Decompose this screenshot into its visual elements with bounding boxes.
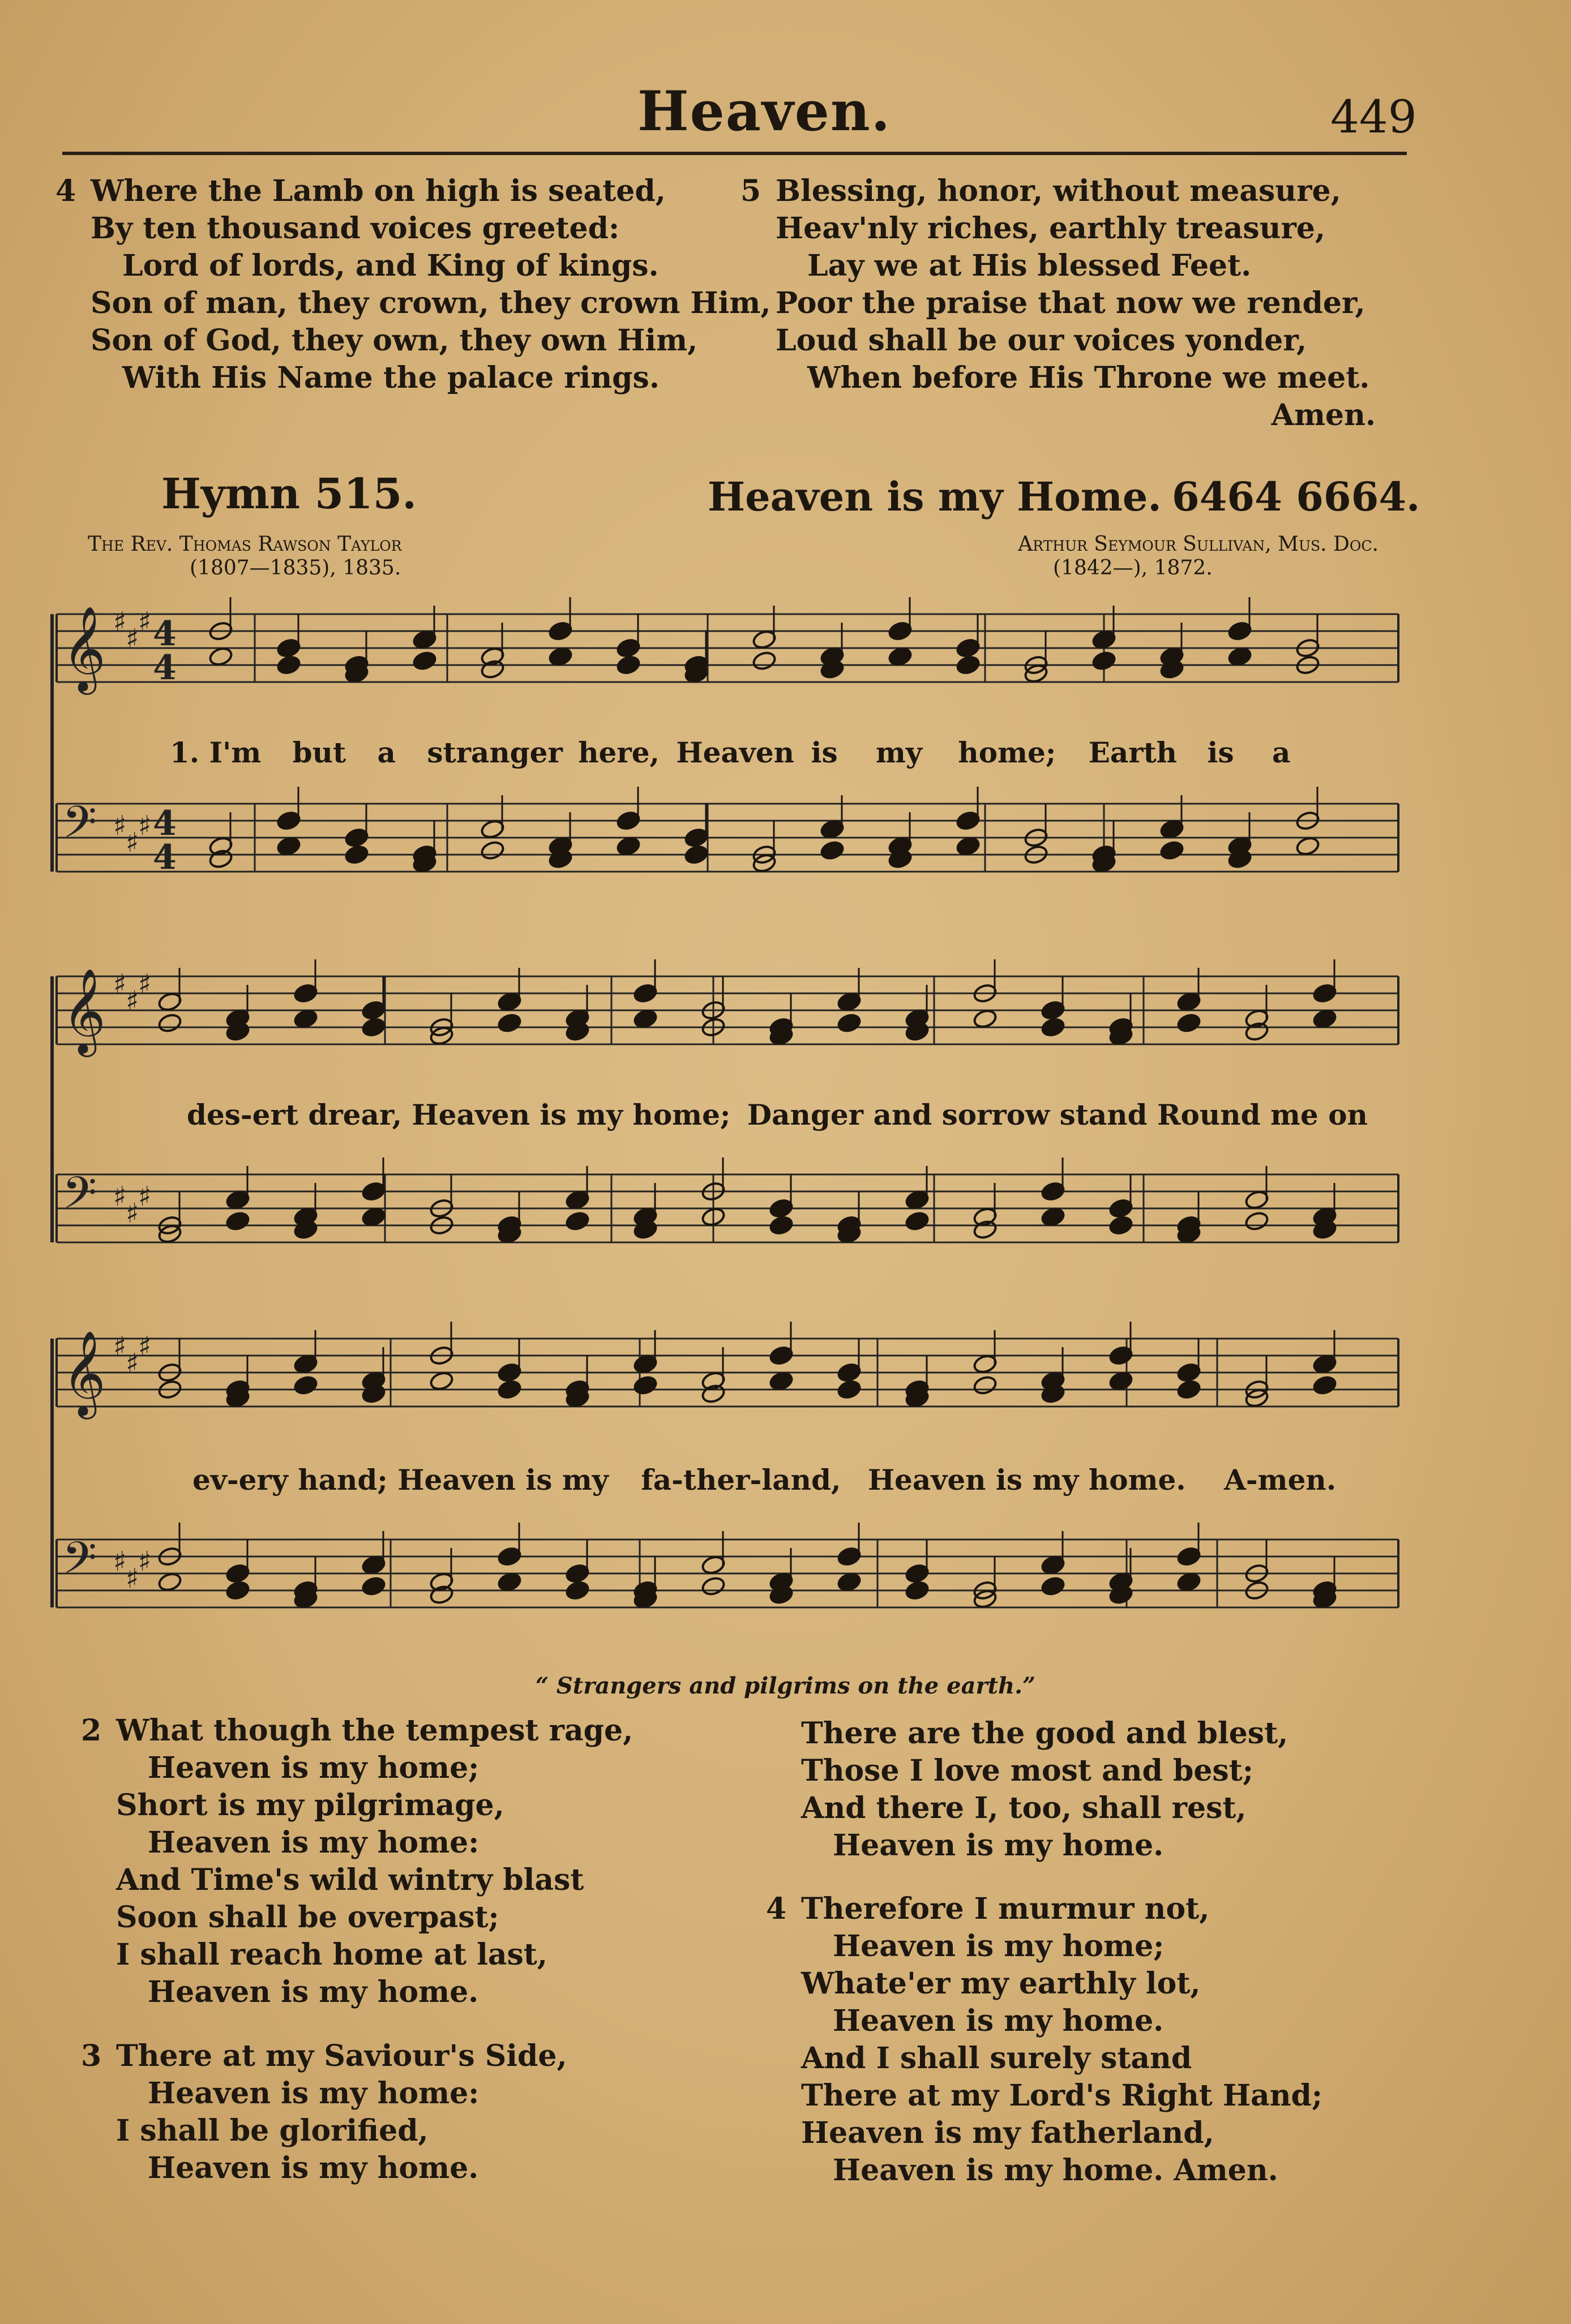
sharp-icon: ♯ — [126, 1348, 139, 1379]
lyric-syllable: is — [540, 1098, 567, 1131]
stanza-line: Therefore I murmur not, — [801, 1892, 1210, 1926]
lyric-syllable: ev-ery — [192, 1463, 288, 1497]
hymn-number: Hymn 515. — [161, 470, 417, 518]
notehead — [956, 835, 981, 856]
stanza-line: Heaven is my home. — [148, 2151, 479, 2185]
notehead — [1244, 1211, 1270, 1232]
lyric-syllable: fa-ther-land, — [641, 1463, 841, 1497]
lyric-syllable: drear, — [308, 1098, 402, 1131]
notehead — [769, 1370, 794, 1391]
lyric-line-2 — [187, 1098, 1368, 1131]
stanza-line: When before His Throne we meet. — [807, 361, 1370, 395]
stanza-line: I shall reach home at last, — [116, 1937, 547, 1972]
notehead — [820, 840, 845, 861]
sharp-icon: ♯ — [138, 968, 152, 1000]
notehead — [973, 1375, 998, 1396]
notehead — [1176, 1571, 1202, 1592]
lyric-syllable: home; — [958, 736, 1056, 769]
notehead — [905, 1580, 930, 1601]
lyric-syllable: on — [1328, 1098, 1368, 1131]
notehead — [548, 646, 573, 667]
notehead — [837, 1571, 862, 1592]
time-signature-top: 4 — [153, 804, 177, 843]
composer-credit: Arthur Seymour Sullivan, Mus. Doc. — [1018, 533, 1379, 556]
stanza-4 — [766, 1890, 1323, 2189]
stanza-number: 4 — [55, 174, 76, 208]
notehead — [905, 1211, 930, 1232]
notehead — [616, 835, 641, 856]
stanza-line: There are the good and blest, — [801, 1716, 1289, 1751]
notehead — [276, 654, 302, 675]
stanza-line: Heaven is my home: — [148, 1825, 480, 1860]
notehead — [633, 1008, 658, 1029]
lyric-syllable: home. — [1088, 1463, 1186, 1497]
notehead — [1159, 840, 1185, 861]
notehead — [1312, 1008, 1338, 1029]
stanza-3-continued — [801, 1715, 1288, 1864]
stanza-line: Heaven is my home. — [833, 1828, 1164, 1863]
notehead — [361, 1576, 387, 1597]
notehead — [225, 1211, 251, 1232]
notehead — [344, 844, 370, 865]
sharp-icon: ♯ — [138, 1181, 152, 1212]
stanza-line: Heaven is my home; — [148, 1751, 480, 1785]
lyric-syllable: my — [562, 1463, 609, 1497]
sharp-icon: ♯ — [113, 968, 127, 1000]
stanza-line: Loud shall be our voices yonder, — [776, 323, 1307, 358]
notehead — [1091, 650, 1117, 671]
stanza-line: What though the tempest rage, — [116, 1713, 633, 1748]
notehead — [769, 1215, 794, 1236]
notehead — [616, 654, 641, 675]
stanza-3 — [81, 2038, 567, 2187]
lyric-syllable: is — [995, 1463, 1023, 1497]
sharp-icon: ♯ — [113, 810, 127, 842]
stanza-number: 4 — [766, 1892, 787, 1926]
notehead — [565, 1211, 590, 1232]
lyric-syllable: here, — [578, 736, 660, 769]
stanza-line: And there I, too, shall rest, — [801, 1791, 1247, 1825]
sharp-icon: ♯ — [138, 810, 152, 842]
lyric-syllable: is — [1207, 736, 1234, 769]
lyric-syllable: Heaven — [676, 736, 795, 769]
lyric-syllable: A-men. — [1224, 1463, 1337, 1497]
stanza-line: Whate'er my earthly lot, — [801, 1966, 1201, 2001]
hymn-tune-title: Heaven is my Home. — [708, 473, 1162, 520]
notehead — [497, 1571, 523, 1592]
lyric-syllable: Heaven — [412, 1098, 530, 1131]
stanza-line: There at my Lord's Right Hand; — [801, 2078, 1323, 2113]
stanza-line: Heaven is my home. Amen. — [833, 2153, 1278, 2188]
stanza-line: Blessing, honor, without measure, — [776, 174, 1341, 208]
author-credit: The Rev. Thomas Rawson Taylor — [88, 533, 402, 556]
bass-clef-icon: 𝄢 — [62, 1168, 97, 1230]
notehead — [1295, 835, 1321, 856]
page-number: 449 — [1330, 91, 1417, 143]
sharp-icon: ♯ — [138, 606, 152, 638]
notehead — [225, 1580, 251, 1601]
time-signature-top: 4 — [153, 614, 177, 654]
stanza-line: Heaven is my home. — [833, 2004, 1164, 2038]
stanza-line: I shall be glorified, — [116, 2113, 429, 2148]
notehead — [361, 1017, 387, 1037]
lyric-syllable: I'm — [209, 736, 262, 769]
notehead — [1041, 1017, 1066, 1037]
lyric-syllable: but — [292, 736, 346, 769]
treble-clef-icon: 𝄞 — [62, 605, 106, 691]
lyric-syllable: a — [377, 736, 396, 769]
stanza-line: Where the Lamb on high is seated, — [91, 174, 666, 208]
sharp-icon: ♯ — [126, 623, 139, 655]
bass-clef-icon: 𝄢 — [62, 1533, 97, 1595]
notehead — [208, 646, 234, 667]
time-signature-bottom: 4 — [153, 838, 177, 877]
notehead — [429, 1370, 455, 1391]
stanza-line: And Time's wild wintry blast — [116, 1863, 584, 1897]
stanza-line: Lay we at His blessed Feet. — [807, 248, 1252, 283]
stanza-line: With His Name the palace rings. — [122, 361, 660, 395]
notehead — [276, 835, 302, 856]
lyric-syllable: stranger — [427, 736, 563, 769]
notehead — [497, 1379, 523, 1400]
notehead — [293, 1008, 319, 1029]
composer-dates: (1842—), 1872. — [1053, 556, 1213, 580]
hymn-meter: 6464 6664. — [1172, 473, 1420, 520]
time-signature-bottom: 4 — [153, 648, 177, 688]
treble-clef-icon: 𝄞 — [62, 967, 106, 1053]
stanza-line: Heaven is my home; — [833, 1929, 1165, 1963]
notehead — [633, 1375, 658, 1396]
notehead — [361, 1206, 387, 1227]
stanza-line: There at my Saviour's Side, — [116, 2039, 567, 2073]
lyric-syllable: and — [873, 1098, 932, 1131]
scripture-caption: “ Strangers and pilgrims on the earth.” — [535, 1673, 1036, 1699]
lyric-syllable: stand — [1059, 1098, 1148, 1131]
notehead — [1227, 646, 1253, 667]
notehead — [973, 1008, 998, 1029]
notehead — [480, 840, 506, 861]
stanza-line: Son of man, they crown, they crown Him, — [91, 286, 771, 320]
stanza-line: Heav'nly riches, earthly treasure, — [776, 211, 1326, 246]
sharp-icon: ♯ — [126, 985, 139, 1017]
lyric-syllable: 1. — [170, 736, 200, 769]
lyric-syllable: sorrow — [941, 1098, 1050, 1131]
lyric-line-3 — [192, 1463, 1336, 1497]
stanza-line: By ten thousand voices greeted: — [91, 211, 620, 246]
notehead — [1176, 1379, 1202, 1400]
notehead — [684, 844, 709, 865]
lyric-syllable: des-ert — [187, 1098, 298, 1131]
stanza-2 — [81, 1712, 633, 2011]
notehead — [1176, 1013, 1202, 1034]
notehead — [956, 654, 981, 675]
lyric-syllable: Heaven — [867, 1463, 986, 1497]
notehead — [1041, 1206, 1066, 1227]
stanza-number: 2 — [81, 1713, 102, 1748]
stanza-number: 5 — [740, 174, 761, 208]
lyric-syllable: my — [876, 736, 922, 769]
notehead — [293, 1375, 319, 1396]
lyric-syllable: Heaven — [397, 1463, 516, 1497]
notehead — [752, 650, 777, 671]
running-title: Heaven. — [637, 79, 892, 143]
stanza-line: Son of God, they own, they own Him, — [91, 323, 698, 358]
notehead — [565, 1580, 590, 1601]
lyric-syllable: home; — [632, 1098, 731, 1131]
bass-clef-icon: 𝄢 — [62, 797, 97, 859]
lyric-syllable: me — [1270, 1098, 1319, 1131]
lyric-syllable: Danger — [747, 1098, 864, 1131]
stanza-amen: Amen. — [1271, 398, 1376, 432]
stanza-line: Poor the praise that now we render, — [776, 286, 1365, 320]
notehead — [1041, 1576, 1066, 1597]
sharp-icon: ♯ — [126, 1198, 139, 1229]
stanza-line: Heaven is my fatherland, — [801, 2116, 1214, 2150]
notehead — [497, 1013, 523, 1034]
lyric-syllable: hand; — [298, 1463, 388, 1497]
notehead — [837, 1013, 862, 1034]
lyric-line-1 — [170, 736, 1290, 769]
notehead — [701, 1576, 726, 1597]
treble-clef-icon: 𝄞 — [62, 1330, 106, 1416]
sharp-icon: ♯ — [138, 1546, 152, 1577]
lyric-syllable: a — [1272, 736, 1291, 769]
notehead — [1108, 1215, 1134, 1236]
notehead — [1312, 1375, 1338, 1396]
notehead — [157, 1571, 183, 1592]
notehead — [837, 1379, 862, 1400]
lyric-syllable: my — [576, 1098, 623, 1131]
stanza-line: Those I love most and best; — [801, 1753, 1253, 1788]
sharp-icon: ♯ — [113, 1331, 127, 1362]
notehead — [888, 646, 913, 667]
lyric-syllable: is — [811, 736, 838, 769]
stanza-line: Heaven is my home: — [148, 2076, 480, 2111]
lyric-syllable: is — [525, 1463, 553, 1497]
sharp-icon: ♯ — [113, 1181, 127, 1212]
sharp-icon: ♯ — [126, 1563, 139, 1594]
stanza-line: Lord of lords, and King of kings. — [122, 248, 659, 283]
stanza-number: 3 — [81, 2039, 102, 2073]
stanza-line: Short is my pilgrimage, — [116, 1788, 504, 1823]
notehead — [412, 650, 438, 671]
notehead — [1108, 1370, 1134, 1391]
sharp-icon: ♯ — [113, 606, 127, 638]
lyric-syllable: Earth — [1088, 736, 1178, 769]
sharp-icon: ♯ — [113, 1546, 127, 1577]
sharp-icon: ♯ — [138, 1331, 152, 1362]
stanza-line: And I shall surely stand — [801, 2041, 1192, 2076]
lyric-syllable: Round — [1157, 1098, 1261, 1131]
stanza-line: Soon shall be overpast; — [116, 1900, 499, 1935]
author-dates: (1807—1835), 1835. — [190, 556, 401, 580]
stanza-line: Heaven is my home. — [148, 1975, 479, 2009]
notehead — [157, 1013, 183, 1034]
lyric-syllable: my — [1032, 1463, 1079, 1497]
sharp-icon: ♯ — [126, 827, 139, 859]
